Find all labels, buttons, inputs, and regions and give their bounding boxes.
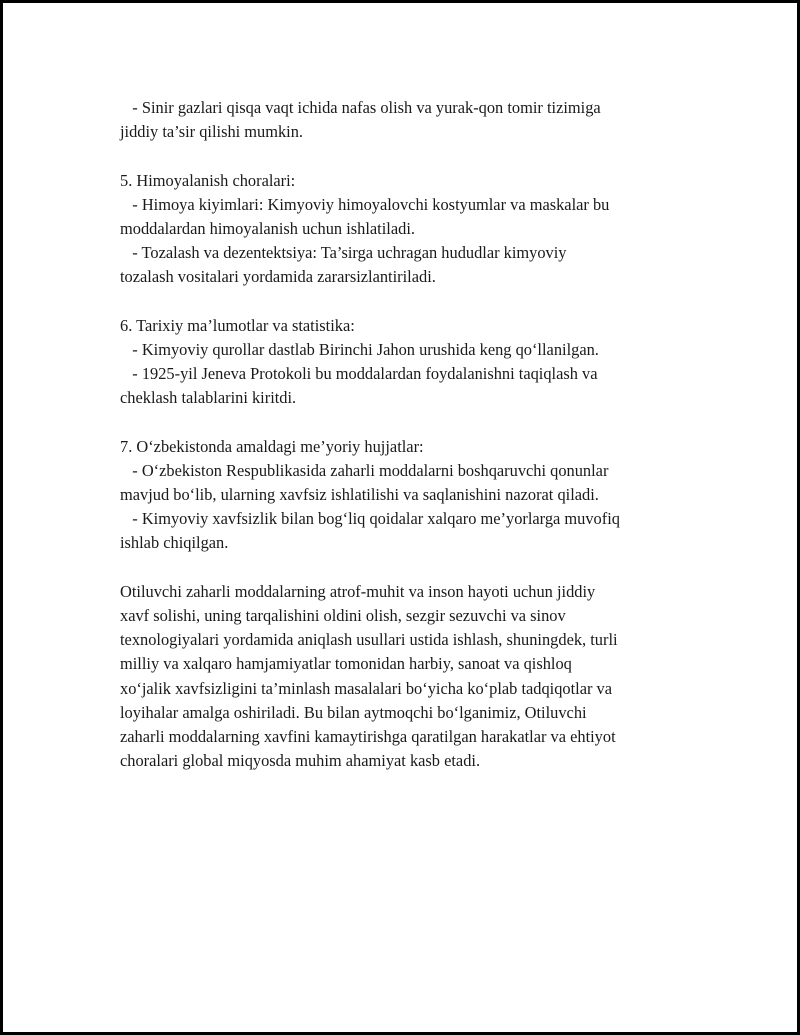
paragraph-gap	[120, 144, 690, 168]
paragraph-gap	[120, 290, 690, 314]
text-line: - 1925-yil Jeneva Protokoli bu moddalardan foydalanishni taqiqlash va	[120, 364, 598, 384]
text-line: Otiluvchi zaharli moddalarning atrof-muhit va inson hayoti uchun jiddiy	[120, 581, 596, 601]
text-line: zaharli moddalarning xavfini kamaytirishga qaratilgan harakatlar va ehtiyot	[120, 726, 616, 746]
text-line: texnologiyalari yordamida aniqlash usullari ustida ishlash, shuningdek, turli	[120, 630, 618, 650]
paragraph-gap	[120, 410, 690, 434]
text-line: tozalash vositalari yordamida zararsizlantiriladi.	[120, 267, 436, 287]
text-line: - O‘zbekiston Respublikasida zaharli moddalarni boshqaruvchi qonunlar	[120, 460, 609, 480]
text-line: jiddiy ta’sir qilishi mumkin.	[120, 122, 304, 142]
text-line: loyihalar amalga oshiriladi. Bu bilan aytmoqchi bo‘lganimiz, Otiluvchi	[120, 702, 587, 722]
text-line: xavf solishi, uning tarqalishini oldini olish, sezgir sezuvchi va sinov	[120, 605, 566, 625]
section-heading: 5. Himoyalanish choralari:	[120, 170, 296, 190]
section-heading: 7. O‘zbekistonda amaldagi me’yoriy hujjatlar:	[120, 436, 424, 456]
text-line: cheklash talablarini kiritdi.	[120, 388, 297, 408]
text-line: moddalardan himoyalanish uchun ishlatiladi.	[120, 218, 415, 238]
text-line: xo‘jalik xavfsizligini ta’minlash masalalari bo‘yicha ko‘plab tadqiqotlar va	[120, 678, 613, 698]
text-line: ishlab chiqilgan.	[120, 533, 229, 553]
text-line: choralari global miqyosda muhim ahamiyat kasb etadi.	[120, 751, 481, 771]
document-body	[120, 96, 690, 773]
section-7	[120, 435, 690, 556]
text-line: - Kimyoviy xavfsizlik bilan bog‘liq qoidalar xalqaro me’yorlarga muvofiq	[120, 509, 620, 529]
text-line: mavjud bo‘lib, ularning xavfsiz ishlatilishi va saqlanishini nazorat qiladi.	[120, 485, 599, 504]
conclusion-paragraph	[120, 580, 690, 774]
text-line: - Tozalash va dezentektsiya: Ta’sirga uchragan hududlar kimyoviy	[120, 243, 567, 263]
text-line: - Sinir gazlari qisqa vaqt ichida nafas olish va yurak-qon tomir tizimiga	[120, 98, 601, 117]
paragraph-gap	[120, 556, 690, 580]
text-line: - Himoya kiyimlari: Kimyoviy himoyalovchi kostyumlar va maskalar bu	[120, 194, 610, 214]
text-line: milliy va xalqaro hamjamiyatlar tomonidan harbiy, sanoat va qishloq	[120, 654, 572, 674]
section-heading: 6. Tarixiy ma’lumotlar va statistika:	[120, 315, 355, 335]
section-6	[120, 314, 690, 411]
text-line: - Kimyoviy qurollar dastlab Birinchi Jahon urushida keng qo‘llanilgan.	[120, 339, 599, 359]
section-5	[120, 169, 690, 290]
intro-list-item	[120, 96, 690, 144]
